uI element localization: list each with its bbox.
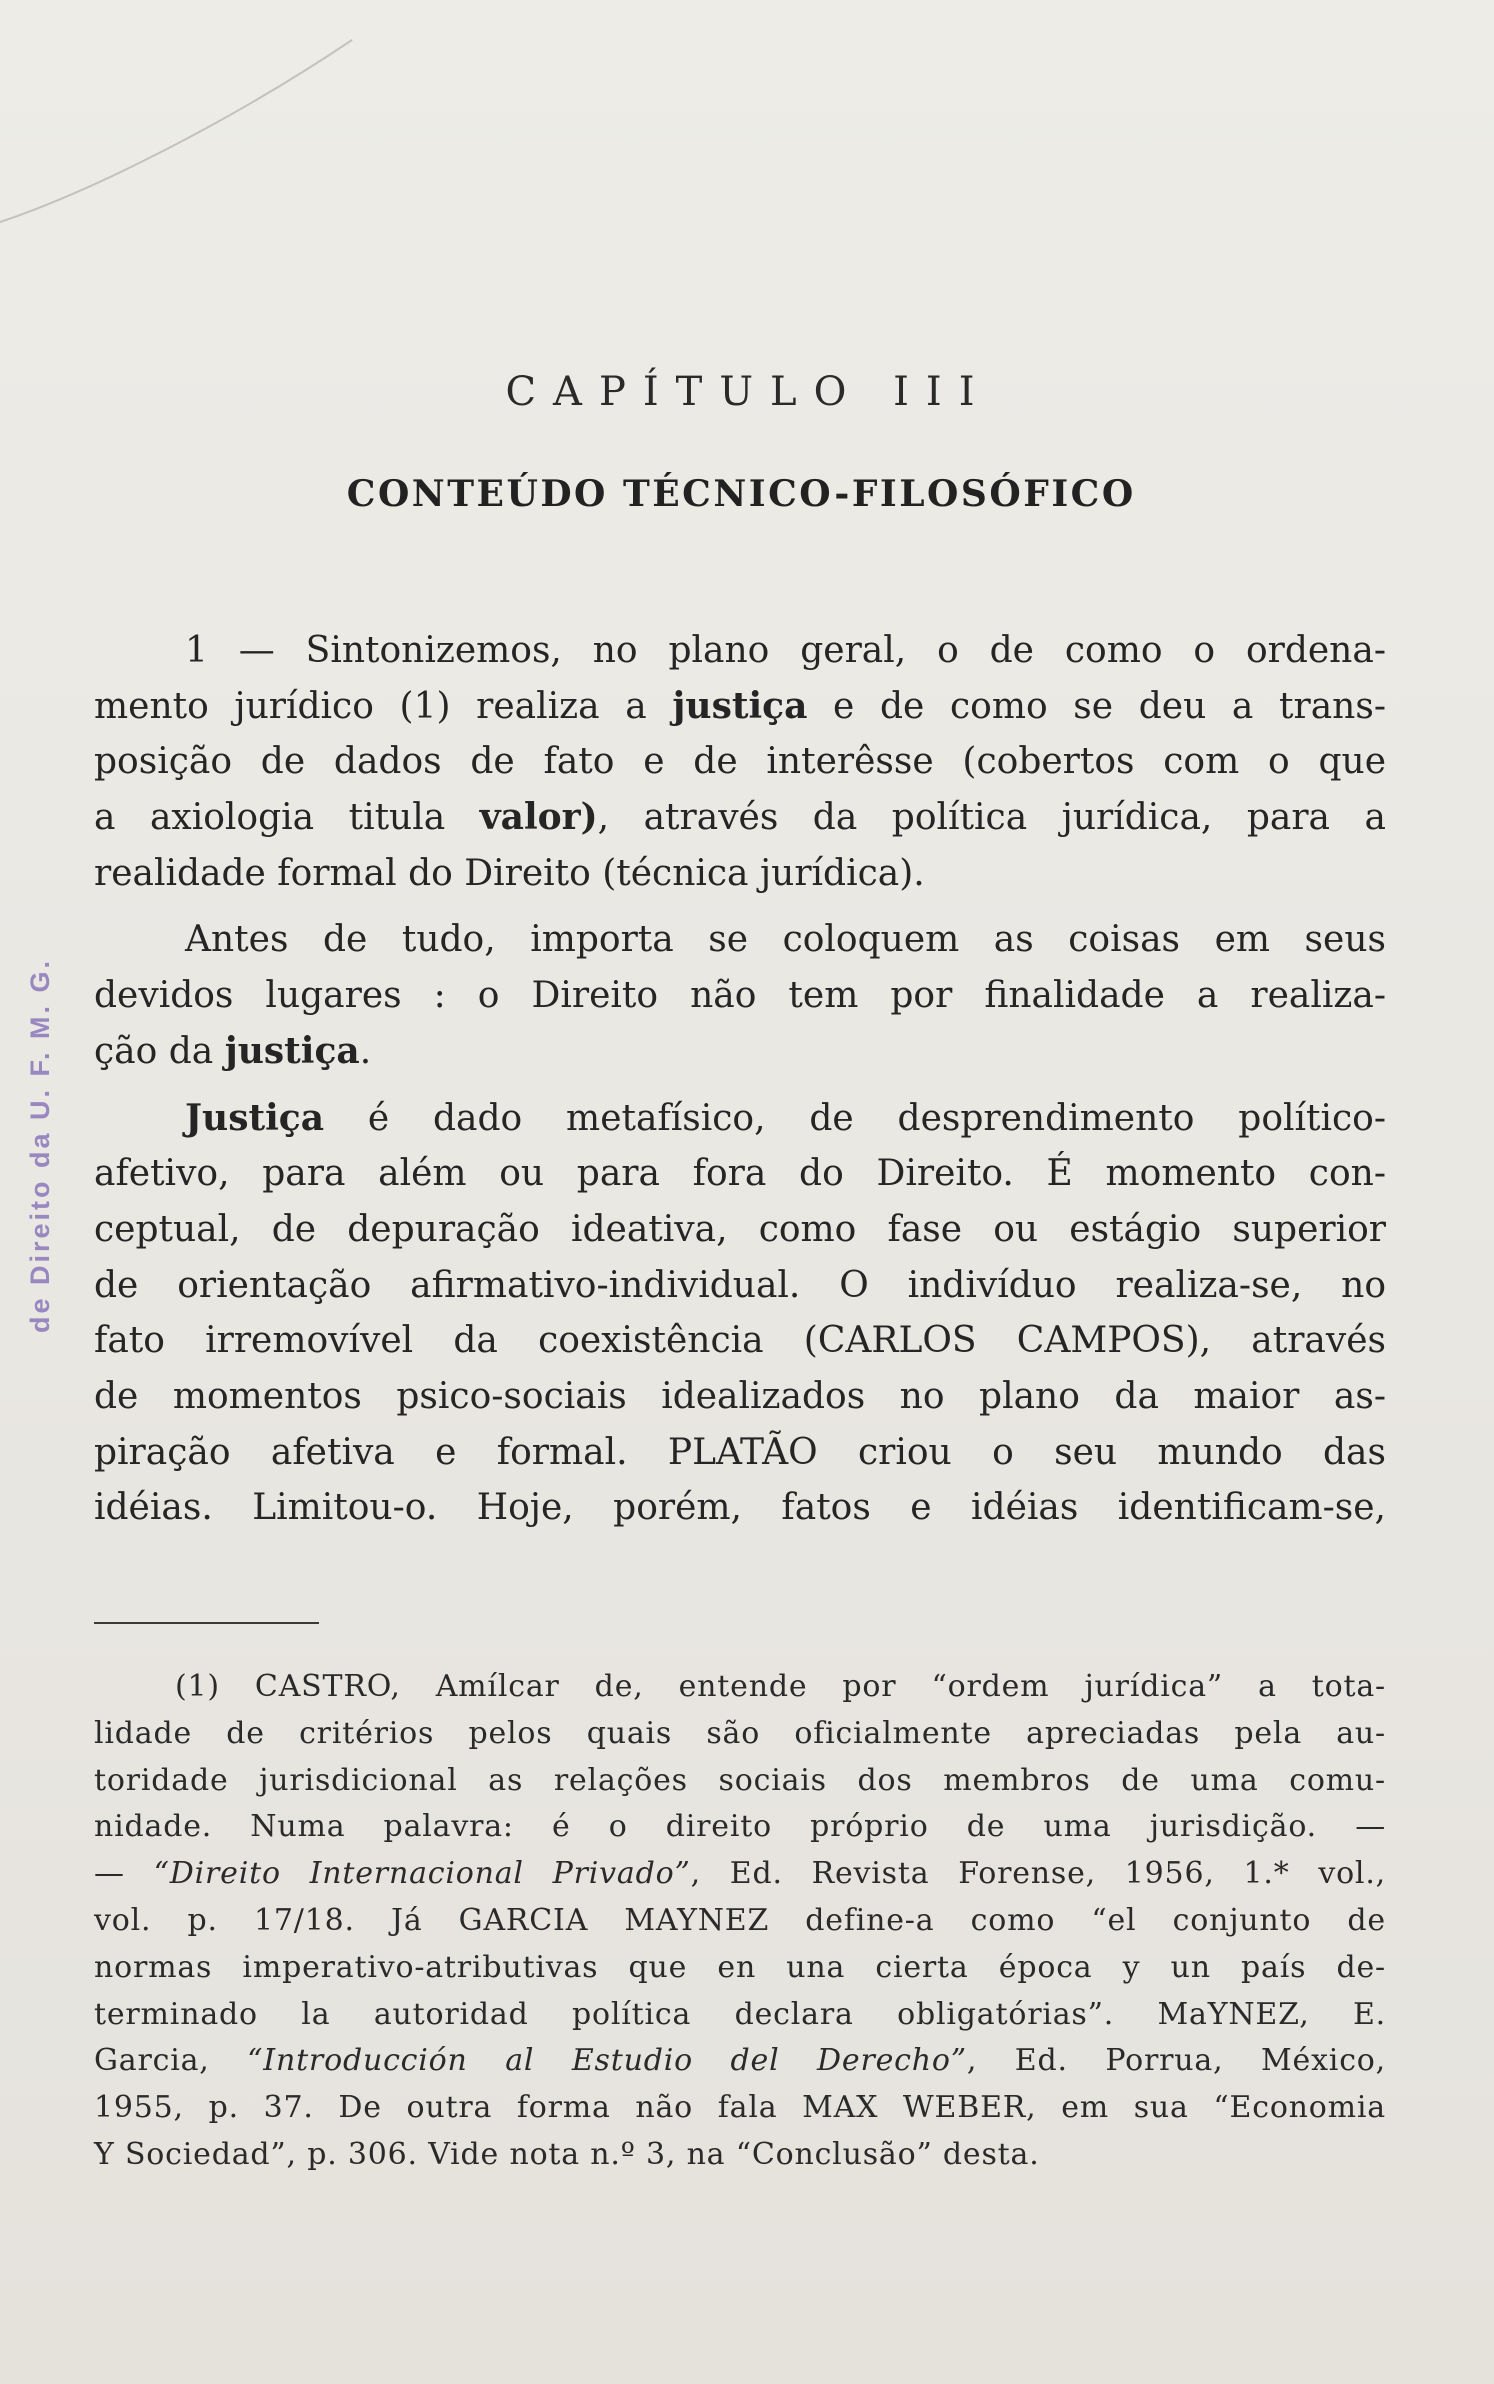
line-text — [94, 1146, 1386, 1202]
paragraph — [94, 1091, 1386, 1537]
text-line — [94, 1898, 1386, 1945]
text-run: Antes de tudo, importa se coloquem as coisas em seus — [185, 919, 1386, 961]
text-run: , Ed. Porrua, México, — [966, 2043, 1386, 2079]
text-line — [94, 1851, 1386, 1898]
text-run: 1955, p. 37. De outra forma não fala MAX WEBER, em sua “Economia — [94, 2090, 1386, 2126]
text-line — [94, 1804, 1386, 1851]
text-run: mento jurídico (1) realiza a — [94, 685, 673, 727]
text-run: de orientação afirmativo-individual. O indivíduo realiza-se, no — [94, 1264, 1386, 1306]
line-text — [94, 1480, 1386, 1536]
text-run: , Ed. Revista Forense, 1956, 1.* vol., — [690, 1856, 1386, 1892]
footnotes — [94, 1664, 1386, 2179]
text-run: Garcia, — [94, 2043, 248, 2079]
text-line — [94, 2085, 1386, 2132]
line-text — [94, 790, 1386, 846]
text-line — [94, 912, 1386, 968]
line-text — [94, 1898, 1386, 1945]
line-text — [94, 1804, 1386, 1851]
bold-text: justiça — [224, 1029, 360, 1072]
text-run: a axiologia titula — [94, 797, 480, 839]
text-run: (1) CASTRO, Amílcar de, entende por “ordem jurídica” a tota- — [175, 1669, 1386, 1704]
text-run: fato irremovível da coexistência (CARLOS CAMPOS), através — [94, 1320, 1386, 1362]
footnote-rule — [94, 1622, 319, 1624]
text-run: piração afetiva e formal. PLATÃO criou o seu mundo das — [94, 1431, 1386, 1473]
line-text — [94, 734, 1386, 790]
text-line — [94, 1480, 1386, 1536]
text-line — [94, 734, 1386, 790]
line-text — [94, 1758, 1386, 1805]
text-line — [94, 1945, 1386, 1992]
text-line — [94, 1091, 1386, 1147]
text-line — [94, 2132, 1386, 2179]
text-line — [94, 790, 1386, 846]
text-run: normas imperativo-atributivas que en una cierta época y un país de- — [94, 1949, 1386, 1985]
text-run: — — [94, 1856, 154, 1892]
line-text — [94, 968, 1386, 1024]
text-run: . — [359, 1030, 372, 1072]
text-run: afetivo, para além ou para fora do Direito. É momento con- — [94, 1153, 1386, 1195]
text-line — [94, 623, 1386, 679]
text-line — [94, 1425, 1386, 1481]
text-run: terminado la autoridad política declara obligatórias”. MaYNEZ, E. — [94, 1996, 1386, 2032]
text-run: realidade formal do Direito (técnica jurídica). — [94, 852, 925, 894]
line-text — [94, 1024, 371, 1080]
text-line — [94, 968, 1386, 1024]
text-run: ção da — [94, 1030, 225, 1072]
text-run: 1 — Sintonizemos, no plano geral, o de como o ordena- — [185, 630, 1386, 671]
text-run: lidade de critérios pelos quais são oficialmente apreciadas pela au- — [94, 1715, 1386, 1751]
line-text — [185, 912, 1386, 968]
text-line — [94, 846, 1386, 902]
text-run: ceptual, de depuração ideativa, como fase ou estágio superior — [94, 1208, 1386, 1250]
bold-text: justiça — [672, 684, 808, 727]
text-line — [94, 1664, 1386, 1711]
line-text — [94, 1313, 1386, 1369]
footnote — [94, 1664, 1386, 2179]
text-run: vol. p. 17/18. Já GARCIA MAYNEZ define-a como “el conjunto de — [94, 1902, 1386, 1938]
line-text — [175, 1664, 1386, 1711]
page-crease — [0, 0, 420, 260]
line-text — [185, 1091, 1386, 1147]
line-text — [185, 623, 1386, 679]
text-run: é dado metafísico, de desprendimento político- — [324, 1097, 1386, 1139]
text-run: toridade jurisdicional as relações sociais dos membros de uma comu- — [94, 1762, 1386, 1798]
line-text — [94, 2085, 1386, 2132]
line-text — [94, 679, 1386, 735]
text-line — [94, 1202, 1386, 1258]
text-line — [94, 679, 1386, 735]
text-run: idéias. Limitou-o. Hoje, porém, fatos e idéias identificam-se, — [94, 1487, 1386, 1529]
text-line — [94, 1992, 1386, 2039]
chapter-number: CAPÍTULO III — [505, 369, 992, 415]
text-run: posição de dados de fato e de interêsse (cobertos com o que — [94, 741, 1386, 783]
main-text — [94, 623, 1386, 1536]
line-text — [94, 1258, 1386, 1314]
line-text — [94, 1945, 1386, 1992]
text-line — [94, 1258, 1386, 1314]
italic-text: “Introducción al Estudio del Derecho” — [247, 2043, 967, 2079]
italic-text: “Direito Internacional Privado” — [153, 1856, 691, 1892]
text-line — [94, 1711, 1386, 1758]
line-text — [94, 2038, 1386, 2085]
text-run: e de como se deu a trans- — [807, 685, 1386, 727]
text-line — [94, 1369, 1386, 1425]
line-text — [94, 1202, 1386, 1258]
text-run: nidade. Numa palavra: é o direito próprio de uma jurisdição. — — [94, 1809, 1386, 1845]
library-stamp: de Direito da U. F. M. G. — [25, 957, 55, 1333]
line-text — [94, 846, 925, 902]
line-text — [94, 1851, 1386, 1898]
text-line — [94, 1146, 1386, 1202]
paragraph — [94, 623, 1386, 901]
text-run: Y Sociedad”, p. 306. Vide nota n.º 3, na “Conclusão” desta. — [94, 2136, 1040, 2172]
line-text — [94, 1992, 1386, 2039]
text-run: devidos lugares : o Direito não tem por finalidade a realiza- — [94, 975, 1386, 1017]
text-run: , através da política jurídica, para a — [597, 797, 1386, 839]
bold-text: valor) — [479, 796, 598, 839]
bold-text: Justiça — [185, 1096, 325, 1139]
line-text — [94, 1425, 1386, 1481]
text-line — [94, 1758, 1386, 1805]
chapter-title: CONTEÚDO TÉCNICO-FILOSÓFICO — [346, 473, 1136, 515]
text-line — [94, 2038, 1386, 2085]
text-run: de momentos psico-sociais idealizados no plano da maior as- — [94, 1375, 1386, 1417]
text-line — [94, 1024, 1386, 1080]
line-text — [94, 1711, 1386, 1758]
text-line — [94, 1313, 1386, 1369]
paragraph — [94, 912, 1386, 1079]
line-text — [94, 1369, 1386, 1425]
line-text — [94, 2132, 1040, 2179]
